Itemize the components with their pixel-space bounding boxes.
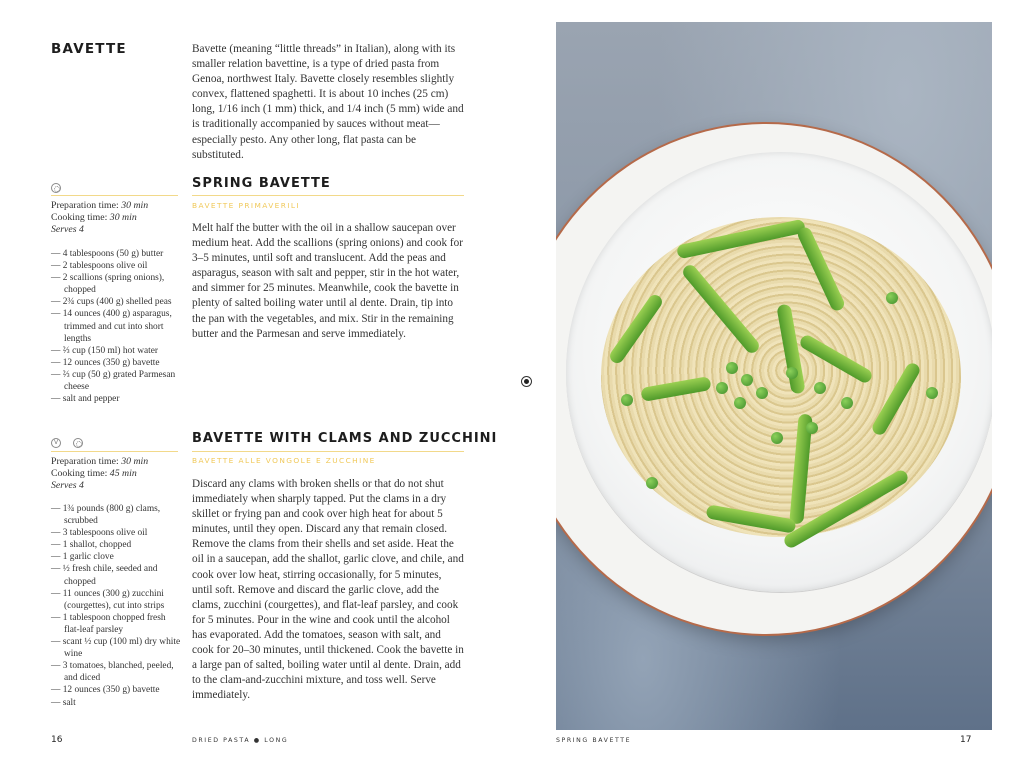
low-fat-badge-icon bbox=[73, 438, 83, 448]
ingredient: — scant ½ cup (100 ml) dry white wine bbox=[51, 636, 183, 660]
ingredient: — ½ fresh chile, seeded and chopped bbox=[51, 563, 183, 587]
cook-value: 45 min bbox=[109, 468, 137, 480]
section-intro: Bavette (meaning “little threads” in Italian), along with its smaller relation bavettine, is a type of dried pasta from Genoa, northwest Italy. Bavette closely resembles slightly convex, flattened spaghetti. It is about 10 inches (25 cm) long, 1/16 inch (1 mm) thick, and 1/4 inch (5 mm) wide and is traditionally accompanied by sauces without meat—especially pesto. Any other long, flat pasta can be substituted. bbox=[192, 43, 464, 161]
ingredient: — 1 garlic clove bbox=[51, 551, 183, 563]
ingredient: — 1 tablespoon chopped fresh flat-leaf parsley bbox=[51, 612, 183, 636]
recipe-title: BAVETTE WITH CLAMS AND ZUCCHINI bbox=[192, 431, 498, 446]
ingredient: — ⅔ cup (150 ml) hot water bbox=[51, 345, 183, 357]
serves: Serves 4 bbox=[51, 480, 84, 492]
prep-value: 30 min bbox=[121, 456, 149, 467]
ingredient-list bbox=[51, 503, 183, 709]
ingredient: — 3 tomatoes, blanched, peeled, and diced bbox=[51, 660, 183, 684]
prep-label: Preparation time: bbox=[51, 200, 119, 211]
recipe-subtitle: BAVETTE ALLE VONGOLE E ZUCCHINE bbox=[192, 456, 376, 465]
prep-value: 30 min bbox=[121, 200, 149, 211]
recipe-subtitle: BAVETTE PRIMAVERILI bbox=[192, 201, 300, 210]
ingredient: — ⅔ cup (50 g) grated Parmesan cheese bbox=[51, 369, 183, 393]
recipe-title: SPRING BAVETTE bbox=[192, 176, 331, 191]
dairy-free-badge-icon bbox=[51, 438, 61, 448]
ingredient: — 1¾ pounds (800 g) clams, scrubbed bbox=[51, 503, 183, 527]
recipe-badges bbox=[51, 177, 61, 196]
recipe-photo bbox=[556, 22, 992, 730]
running-head-left: DRIED PASTA ● LONG bbox=[192, 737, 289, 744]
ingredient: — salt and pepper bbox=[51, 393, 183, 405]
title-divider bbox=[192, 195, 464, 196]
page-number-right: 17 bbox=[960, 735, 972, 745]
ingredient: — 2 tablespoons olive oil bbox=[51, 260, 183, 272]
vegetarian-badge-icon bbox=[51, 183, 61, 193]
ingredient: — 12 ounces (350 g) bavette bbox=[51, 357, 183, 369]
recipe-meta bbox=[51, 456, 181, 493]
ingredient: — 14 ounces (400 g) asparagus, trimmed and cut into short lengths bbox=[51, 308, 183, 344]
ingredient: — 12 ounces (350 g) bavette bbox=[51, 684, 183, 696]
cook-label: Cooking time: bbox=[51, 468, 108, 480]
prep-label: Preparation time: bbox=[51, 456, 119, 467]
recipe-method: Discard any clams with broken shells or that do not shut immediately when sharply tapped. Put the clams in a dry skillet or frying pan and cook over high heat for about 5 minutes, until they open. Discard any that remain closed. Remove the clams from their shells and set aside. Heat the oil in a saucepan, add the shallot, garlic clove, and chile, and cook over low heat, stirring occasionally, for 5 minutes, until soft. Remove and discard the garlic clove, add the clams, zucchini (courgettes), and flat-leaf parsley, and cook for 5 minutes. Pour in the wine and cook until the alcohol has evaporated. Add the tomatoes, season with salt, and cook for 20–30 minutes, until thickened. Cook the bavette in a large pan of salted, boiling water until al dente. Drain, add to the clam-and-zucchini mixture, and toss well. Serve immediately. bbox=[192, 478, 464, 702]
ingredient: — 3 tablespoons olive oil bbox=[51, 527, 183, 539]
title-divider bbox=[192, 451, 464, 452]
registration-mark-icon bbox=[521, 376, 532, 387]
ingredient: — 2 scallions (spring onions), chopped bbox=[51, 272, 183, 296]
ingredient: — 1 shallot, chopped bbox=[51, 539, 183, 551]
ingredient: — 4 tablespoons (50 g) butter bbox=[51, 248, 183, 260]
running-head-right: SPRING BAVETTE bbox=[556, 737, 632, 744]
ingredient: — 2¾ cups (400 g) shelled peas bbox=[51, 296, 183, 308]
recipe-badges bbox=[51, 432, 83, 451]
ingredient: — salt bbox=[51, 697, 183, 709]
page-number-left: 16 bbox=[51, 735, 63, 745]
recipe-method: Melt half the butter with the oil in a shallow saucepan over medium heat. Add the scallions (spring onions) and cook for 3–5 minutes, until soft and translucent. Add the peas and asparagus, season with salt and pepper, stir in the hot water, and simmer for 25 minutes. Meanwhile, cook the bavette in plenty of salted boiling water until al dente. Drain, tip into the pan with the vegetables, and mix. Stir in the remaining butter and the Parmesan and serve immediately. bbox=[192, 222, 463, 340]
ingredient-list bbox=[51, 248, 183, 405]
serves: Serves 4 bbox=[51, 224, 84, 236]
meta-divider bbox=[51, 195, 178, 196]
meta-divider bbox=[51, 451, 178, 452]
recipe-meta bbox=[51, 200, 181, 237]
ingredient: — 11 ounces (300 g) zucchini (courgettes), cut into strips bbox=[51, 588, 183, 612]
cook-value: 30 min bbox=[109, 212, 137, 224]
cook-label: Cooking time: bbox=[51, 212, 108, 224]
section-title: BAVETTE bbox=[51, 41, 127, 57]
